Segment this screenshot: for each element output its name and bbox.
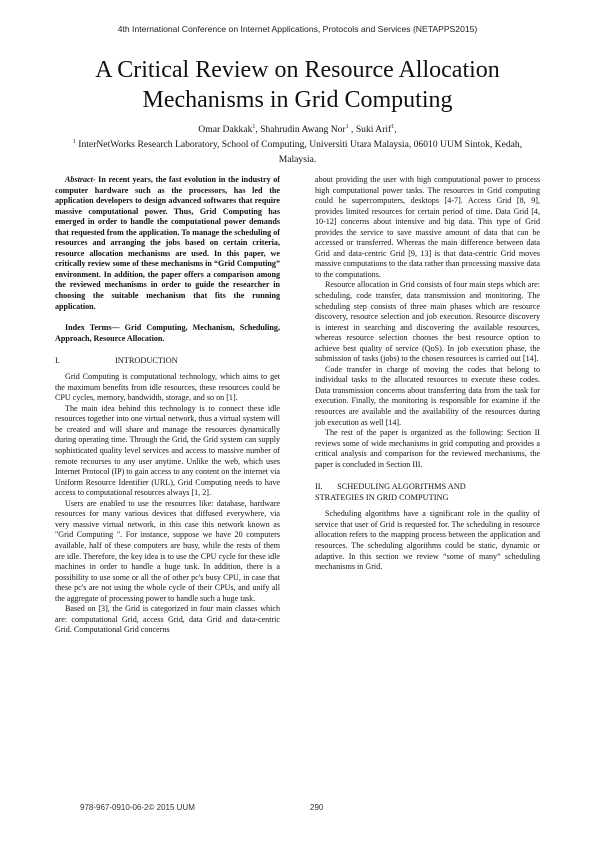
affiliation-sup: 1: [72, 138, 76, 145]
paragraph: about providing the user with high computational power to process high computational power tasks. The resources in Grid computing could be supercomputers, desktops [4-7]. Access Grid [8, 9], provides limited resources for certain period of time. Data Grid [4, 10-12] concerns about intensive and big data. This type of Grid provides the service to save massive amount of data that can be accessed or transferred. Whereas the main difference between data Grid and data-centric Grid [9, 13] is that data-centric Grid moves massive computations to the data rather than processing massive data to the computations.: [315, 175, 540, 279]
author-1-sup: 1: [252, 123, 256, 130]
title-line-2: Mechanisms in Grid Computing: [142, 87, 453, 113]
affiliation-line-2: Malaysia.: [278, 154, 317, 165]
paragraph: Users are enabled to use the resources like: database, hardware resources for many various devices that diffused everywhere, via very massive virtual network, in this case this network known as "Grid Computing ". For instance, suppose we have 20 computers available, half of these computers are busy, while the rests of them are idle. Therefore, the key idea is to use the CPU cycle for these idle machines in order to handle a huge task. In addition, there is a possibility to use some or all the of other pc's busy CPU, in case that these pc's are not using the whole cycle of their CPUs, and unify all the aggregate of processing power to handle such a huge task.: [55, 498, 280, 603]
paragraph: Resource allocation in Grid consists of four main steps which are: scheduling, code transfer, data transmission and monitoring. The scheduling step consists of three main phases which are resource discovery, resource selection and job execution. Resource discovery is interest in searching and discovering the available resources, whereas resource selection chooses the best resource option to achieve best quality of service (QoS). In job execution phase, the submission of tasks (jobs) to the chosen resources is carried out [14].: [315, 280, 540, 364]
author-3-sup: 1: [391, 123, 395, 130]
author-names: [40, 122, 555, 137]
author-3: Suki Arif: [355, 124, 392, 135]
paragraph: The main idea behind this technology is to connect these idle resources together into one virtual network, thus a virtual system will be created and will share and manage the resources dynamically during operating time. Through the Grid, the Grid system can supply sophisticated quality level services and access to massive number of remote recourses to any user anytime. Unlike the web, which uses Internet Protocol (IP) to gain access to any content on the internet via Uniform Resource Identifier (URL), Grid Computing needs to have access to computational resources always [1, 2].: [55, 403, 280, 498]
title-line-1: A Critical Review on Resource Allocation: [95, 57, 500, 83]
right-column: [315, 175, 540, 573]
paragraph: Based on [3], the Grid is categorized in four main classes which are: computational Grid, access Grid, data Grid and data-centric Grid. Computational Grid concerns: [55, 604, 280, 635]
abstract-lead: Abstract-: [65, 175, 96, 184]
page-number: 290: [310, 803, 324, 812]
affiliation: [40, 137, 555, 152]
author-sep: ,: [348, 124, 356, 135]
section-1-title: INTRODUCTION: [115, 356, 178, 366]
author-sep: ,: [394, 124, 397, 135]
paragraph: Scheduling algorithms have a significant role in the quality of service that user of Grid is requested for. The scheduling in resource allocation refers to the mapping process between the application and resources. The scheduling algorithms could be static, dynamic or adaptive. In this section we review “some of many” scheduling mechanisms in Grid.: [315, 509, 540, 572]
section-2-number: II.: [315, 482, 323, 492]
conference-header: 4th International Conference on Internet Applications, Protocols and Services (NETAPPS2015): [117, 24, 478, 34]
left-column: [55, 175, 280, 636]
paper-title: [40, 55, 555, 115]
author-1: Omar Dakkak: [198, 124, 253, 135]
footer-isbn: 978-967-0910-06-2© 2015 UUM: [80, 803, 195, 812]
section-2-heading: [315, 481, 540, 503]
paragraph: Code transfer in charge of moving the codes that belong to individual tasks to the allocated resources to execute these codes. Data transmission concerns about transferring data from the task for execution. Finally, the monitoring is responsible for examine if the resources are available and the availability of the resources during job execution as well [14].: [315, 364, 540, 427]
abstract-text: In recent years, the fast evolution in the industry of computer hardware such as the processors, has led the application developers to design advanced softwares that require massive computational power. Thus, Grid Computing has emerged in order to handle the computational power demands that requested from the application. To manage the scheduling of resources and arranging the jobs based on certain criteria, resource allocation mechanisms are used. In this paper, we critically review some of these mechanisms in “Grid Computing” environment. In addition, the paper offers a comparison among the reviewed mechanisms in order to guide the researcher in choosing the suitable mechanism that fits the running application.: [55, 175, 280, 311]
paragraph: Grid Computing is computational technology, which aims to get the maximum benefits from idle resources, these resources could be CPU cycles, memory, bandwidth, storage, and so on [1].: [55, 372, 280, 403]
section-2-title-line-2: STRATEGIES IN GRID COMPUTING: [315, 493, 449, 503]
section-1-number: I.: [55, 356, 60, 366]
abstract: [55, 175, 280, 312]
section-2-title-line-1: SCHEDULING ALGORITHMS AND: [337, 482, 466, 492]
index-terms: Index Terms— Grid Computing, Mechanism, Scheduling, Approach, Resource Allocation.: [55, 323, 280, 343]
author-2-sup: 1: [345, 123, 349, 130]
author-2: Shahrudin Awang Nor: [260, 124, 346, 135]
author-block: [40, 122, 555, 167]
affiliation-text: InterNetWorks Research Laboratory, School of Computing, Universiti Utara Malaysia, 06010 UUM Sintok, Kedah,: [75, 139, 523, 150]
paragraph: The rest of the paper is organized as the following: Section II reviews some of wide mechanisms in grid computing and provides a critical analysis and comparison for the reviewed mechanisms, the paper is concluded in Section III.: [315, 428, 540, 469]
author-sep: ,: [255, 124, 261, 135]
section-1-heading: [55, 355, 280, 366]
